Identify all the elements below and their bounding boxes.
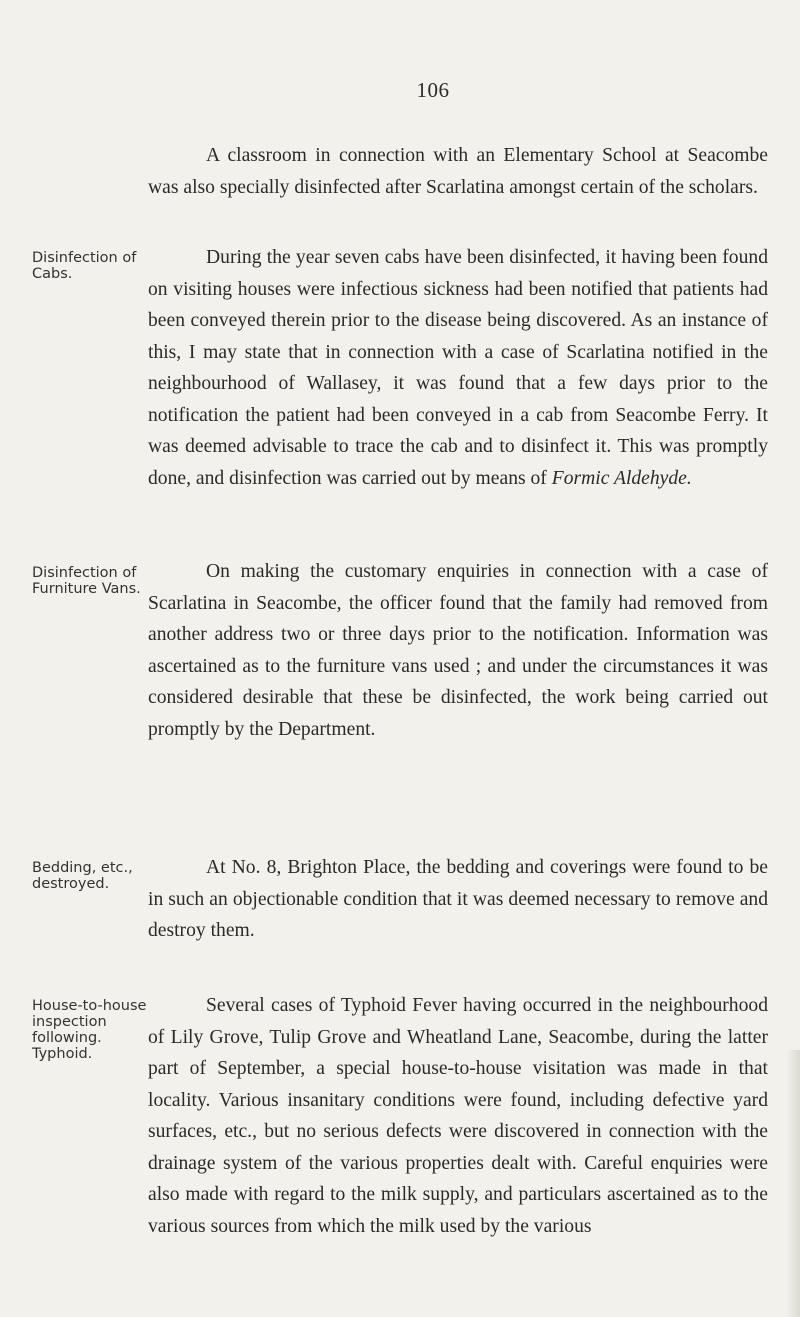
margin-note-vans: Disinfection of Furniture Vans. bbox=[32, 565, 141, 597]
margin-note-cabs: Disinfection of Cabs. bbox=[32, 250, 137, 282]
page-number: 106 bbox=[416, 78, 450, 102]
paragraph-bedding: At No. 8, Brighton Place, the bedding and coverings were found to be in such an objectionable condition that it was deemed necessary to remove and destroy them. bbox=[148, 857, 768, 941]
paragraph-classroom: A classroom in connection with an Elementary School at Seacombe was also specially disinfected after Scarlatina amongst certain of the scholars. bbox=[148, 145, 768, 198]
formic-aldehyde-term: Formic Aldehyde. bbox=[551, 467, 692, 489]
scan-edge-shadow bbox=[786, 1050, 800, 1317]
paragraph-vans: On making the customary enquiries in connection with a case of Scarlatina in Seacombe, the officer found that the family had removed from another address two or three days prior to the notification. Information was ascertained as to the furniture vans used ; and under the circumstances it was considered desirable that these be disinfected, the work being carried out promptly by the Department. bbox=[148, 561, 768, 740]
paragraph-cabs-text: During the year seven cabs have been disinfected, it having been found on visiting houses were infectious sickness had been notified that patients had been conveyed therein prior to the disease being discovered. As an instance of this, I may state that in connection with a case of Scarlatina notified in the neighbourhood of Wallasey, it was found that a few days prior to the notification the patient had been conveyed in a cab from Seacombe Ferry. It was deemed advisable to trace the cab and to disinfect it. This was promptly done, and disinfection was carried out by means of bbox=[148, 247, 768, 489]
margin-note-bedding: Bedding, etc., destroyed. bbox=[32, 860, 133, 892]
paragraph-typhoid: Several cases of Typhoid Fever having occurred in the neighbourhood of Lily Grove, Tulip Grove and Wheatland Lane, Seacombe, during the latter part of September, a special house-to-house visitation was made in that locality. Various insanitary conditions were found, including defective yard surfaces, etc., but no serious defects were discovered in connection with the drainage system of the various properties dealt with. Careful enquiries were also made with regard to the milk supply, and particulars ascertained as to the various sources from which the milk used by the various bbox=[148, 995, 768, 1237]
paragraph-cabs bbox=[148, 242, 768, 494]
margin-note-typhoid: House-to-house inspection following. Typhoid. bbox=[32, 998, 147, 1062]
